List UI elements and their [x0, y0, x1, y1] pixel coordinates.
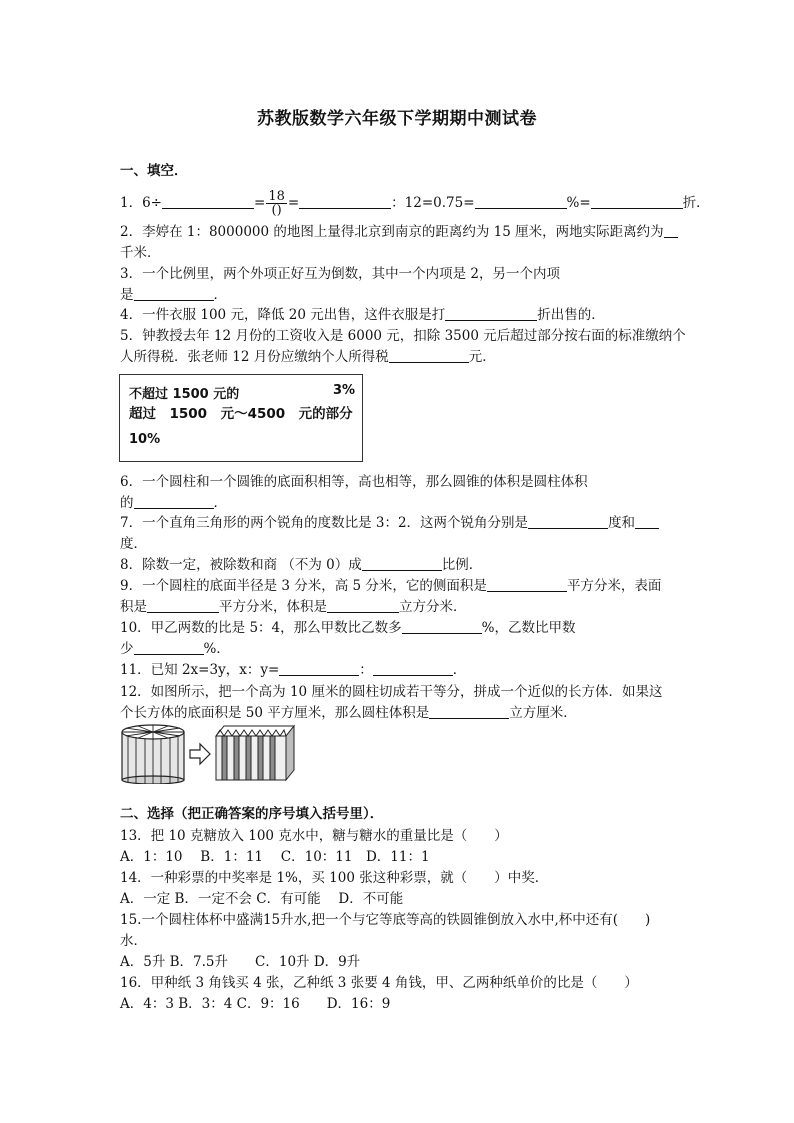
q9-end: 平方分米，表面: [566, 578, 662, 594]
q9-line2-start: 积是: [120, 599, 147, 615]
answer-blank[interactable]: [402, 620, 482, 634]
answer-blank[interactable]: [591, 195, 683, 209]
answer-blank[interactable]: [327, 599, 399, 613]
question-8: [120, 556, 482, 574]
question-16: 16．甲种纸 3 角钱买 4 张，乙种纸 3 张要 4 角钱，甲、乙两种纸单价的比是（ ）: [120, 975, 638, 991]
question-7-cont: 度．: [120, 536, 147, 552]
question-10-cont: [120, 640, 230, 658]
q2-text: 2．李婷在 1：8000000 的地图上量得北京到南京的距离约为 15 厘米，两地实际距离约为: [120, 224, 664, 240]
q10-end: %，乙数比甲数: [481, 620, 576, 636]
answer-blank[interactable]: [664, 224, 678, 238]
q1-end: 折．: [682, 195, 710, 211]
fraction: [266, 190, 287, 217]
q9-start: 9．一个圆柱的底面半径是 3 分米，高 5 分米，它的侧面积是: [120, 578, 487, 594]
q5-end: 元．: [468, 349, 496, 365]
q3-end: ．: [213, 287, 227, 303]
answer-blank[interactable]: [299, 195, 391, 209]
q1-percent: %=: [566, 195, 591, 211]
question-4: [120, 306, 605, 324]
question-15-cont: 水．: [120, 933, 147, 949]
answer-blank[interactable]: [429, 705, 509, 719]
answer-blank[interactable]: [134, 641, 204, 655]
question-3: 3．一个比例里，两个外项正好互为倒数，其中一个内项是 2，另一个内项: [120, 266, 560, 282]
q11-end: ．: [452, 662, 467, 678]
question-15-options: A．5升 B．7.5升 C．10升 D．9升: [120, 954, 361, 970]
q11-start: 11．已知 2x=3y，x：y=: [120, 662, 280, 678]
cylinder-to-prism-figure: [120, 722, 310, 784]
q6-end: ．: [213, 495, 227, 511]
q9-line2-mid: 平方分米，体积是: [219, 599, 327, 615]
answer-blank[interactable]: [487, 578, 567, 592]
q12-end: 立方厘米．: [509, 705, 577, 721]
question-3-cont: [120, 286, 227, 304]
answer-blank[interactable]: [445, 307, 537, 321]
tax-row2-label: 超过 1500 元～4500 元的部分: [129, 406, 353, 422]
q5-start: 人所得税．张老师 12 月份应缴纳个人所得税: [120, 349, 389, 365]
answer-blank[interactable]: [475, 195, 567, 209]
answer-blank[interactable]: [362, 557, 442, 571]
question-6: 6．一个圆柱和一个圆锥的底面积相等，高也相等，那么圆锥的体积是圆柱体积: [120, 474, 588, 490]
section-fill-blank-heading: 一、填空．: [120, 163, 188, 179]
question-5-cont: [120, 348, 496, 366]
question-13: 13．把 10 克糖放入 100 克水中，糖与糖水的重量比是（ ）: [120, 828, 508, 844]
q6-start: 的: [120, 495, 134, 511]
q8-end: 比例．: [441, 557, 483, 573]
question-11: [120, 661, 466, 679]
tax-row2-rate: 10%: [129, 432, 161, 447]
q7-mid: 度和: [608, 515, 636, 531]
q8-start: 8．除数一定，被除数和商 （不为 0）成: [120, 557, 362, 573]
answer-blank[interactable]: [134, 495, 214, 509]
page-title: 苏教版数学六年级下学期期中测试卷: [257, 109, 537, 129]
tax-rate-table: [119, 374, 363, 462]
question-12: 12．如图所示，把一个高为 10 厘米的圆柱切成若干等分，拼成一个近似的长方体．如果这: [120, 684, 663, 700]
prism-shape: [216, 726, 294, 780]
question-7: [120, 514, 659, 532]
q4-start: 4．一件衣服 100 元，降低 20 元出售，这件衣服是打: [120, 307, 446, 323]
tax-row1-rate: 3%: [333, 383, 356, 398]
answer-blank[interactable]: [373, 662, 453, 676]
answer-blank[interactable]: [389, 349, 469, 363]
q11-mid: ：: [359, 662, 373, 678]
q12-start: 个长方体的底面积是 50 平方厘米，那么圆柱体积是: [120, 705, 430, 721]
q4-end: 折出售的．: [537, 307, 605, 323]
q10-start: 10．甲乙两数的比是 5：4，那么甲数比乙数多: [120, 620, 402, 636]
q7-start: 7．一个直角三角形的两个锐角的度数比是 3：2．这两个锐角分别是: [120, 515, 529, 531]
answer-blank[interactable]: [147, 599, 219, 613]
fraction-numerator: 18: [268, 189, 285, 204]
answer-blank[interactable]: [162, 195, 254, 209]
question-2-cont: 千米．: [120, 245, 161, 261]
question-2: [120, 223, 678, 241]
answer-blank[interactable]: [134, 287, 214, 301]
question-1: 1．6÷ = $\frac{18}{()}$ = ：12=0.75= %= 折．: [120, 189, 710, 218]
fraction-denominator: (): [271, 203, 282, 218]
question-16-options: A．4：3 B．3：4 C．9：16 D．16：9: [120, 996, 391, 1012]
q10-line2-end: %．: [203, 641, 230, 657]
question-15: 15.一个圆柱体杯中盛满15升水,把一个与它等底等高的铁圆锥倒放入水中,杯中还有( ): [120, 912, 651, 928]
q3-start: 是: [120, 287, 134, 303]
q1-mid: ：12=0.75=: [391, 195, 475, 211]
right-arrow-icon: [190, 744, 210, 764]
question-5: 5．钟教授去年 12 月份的工资收入是 6000 元，扣除 3500 元后超过部分按右面的标准缴纳个: [120, 328, 686, 344]
question-6-cont: [120, 494, 227, 512]
section-choice-heading: 二、选择（把正确答案的序号填入括号里）．: [120, 806, 384, 822]
question-14-options: A．一定 B．一定不会 C．有可能 D．不可能: [120, 891, 404, 907]
answer-blank[interactable]: [635, 515, 659, 529]
tax-row1-label: 不超过 1500 元的: [129, 387, 240, 402]
question-9-cont: [120, 598, 467, 616]
question-13-options: A．1：10 B．1：11 C．10：11 D．11：1: [120, 849, 430, 865]
q9-line2-end: 立方分米．: [399, 599, 467, 615]
q10-line2-start: 少: [120, 641, 134, 657]
q1-start: 1．6÷: [120, 195, 162, 211]
cylinder-shape: [122, 725, 184, 784]
answer-blank[interactable]: [279, 662, 359, 676]
question-9: [120, 577, 661, 595]
answer-blank[interactable]: [528, 515, 608, 529]
question-12-cont: [120, 704, 577, 722]
question-10: [120, 619, 575, 637]
question-14: 14．一种彩票的中奖率是 1%，买 100 张这种彩票，就（ ）中奖．: [120, 870, 549, 886]
